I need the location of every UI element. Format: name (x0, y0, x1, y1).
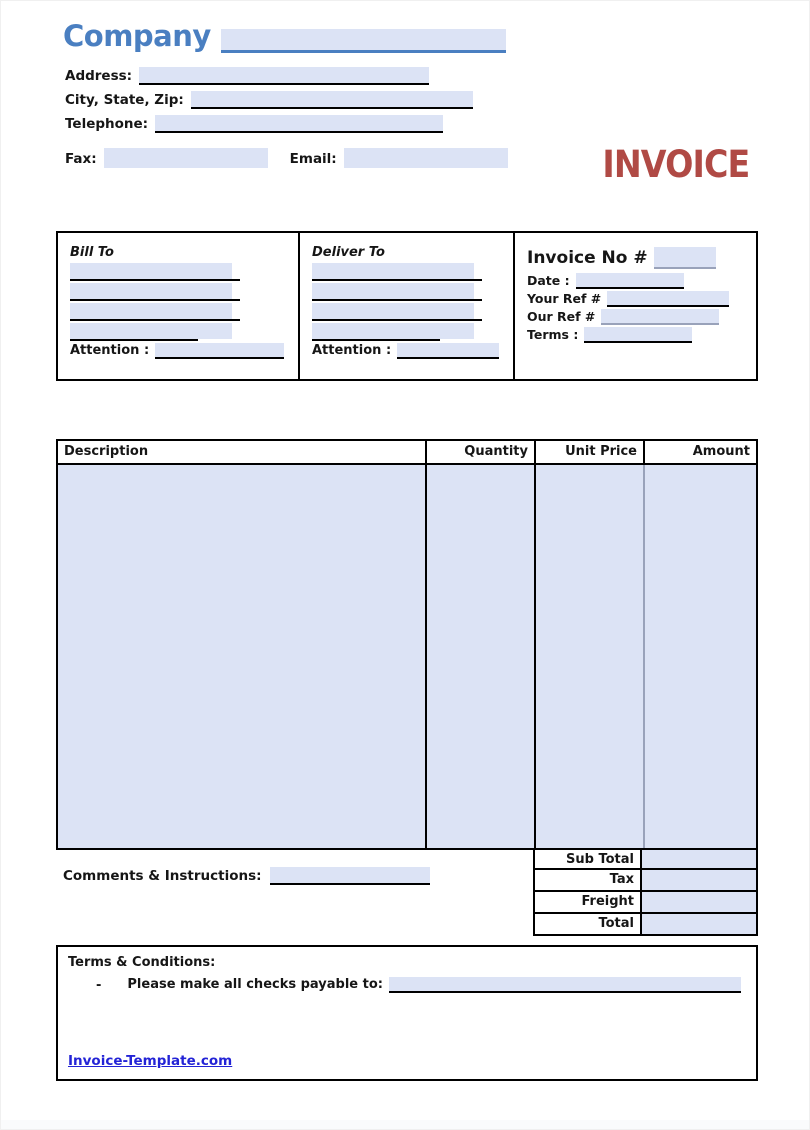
date-label: Date : (527, 273, 570, 289)
deliver-to-attention-label: Attention : (312, 343, 392, 358)
quantity-cell[interactable] (425, 465, 534, 848)
city-state-zip-row (65, 91, 473, 109)
invoice-no-field[interactable] (654, 247, 716, 269)
invoice-meta-section (515, 233, 756, 379)
bill-to-attention-label: Attention : (70, 343, 150, 358)
telephone-row (65, 115, 443, 133)
our-ref-field[interactable] (601, 309, 719, 325)
invoice-template-link[interactable]: Invoice-Template.com (68, 1053, 233, 1069)
bill-to-attention-row (70, 343, 284, 359)
deliver-to-attention-field[interactable] (397, 343, 499, 359)
payable-label: Please make all checks payable to: (127, 977, 383, 992)
address-label: Address: (65, 68, 133, 85)
freight-label: Freight (535, 892, 642, 912)
tax-label: Tax (535, 870, 642, 890)
deliver-to-line-field[interactable] (312, 323, 499, 341)
total-label: Total (535, 914, 642, 934)
deliver-to-line-field[interactable] (312, 263, 499, 281)
city-state-zip-label: City, State, Zip: (65, 92, 184, 109)
total-row (533, 914, 758, 936)
terms-field[interactable] (584, 327, 692, 343)
bill-to-attention-field[interactable] (155, 343, 284, 359)
your-ref-label: Your Ref # (527, 291, 602, 307)
parties-table (56, 231, 758, 381)
deliver-to-line-field[interactable] (312, 303, 499, 321)
fax-field[interactable] (104, 148, 268, 168)
deliver-to-line-field[interactable] (312, 283, 499, 301)
subtotal-row (533, 848, 758, 870)
telephone-label: Telephone: (65, 116, 149, 133)
fax-label: Fax: (65, 151, 97, 168)
terms-conditions-heading: Terms & Conditions: (68, 955, 216, 970)
freight-value-field[interactable] (642, 892, 756, 912)
address-field[interactable] (139, 67, 429, 85)
date-field[interactable] (576, 273, 684, 289)
col-quantity-header: Quantity (425, 441, 534, 463)
deliver-to-section (300, 233, 515, 379)
freight-row (533, 892, 758, 914)
email-label: Email: (289, 151, 337, 168)
terms-conditions-box (56, 945, 758, 1081)
totals-table (533, 848, 758, 936)
your-ref-row (527, 291, 744, 307)
total-value-field[interactable] (642, 914, 756, 934)
invoice-no-label: Invoice No # (527, 247, 648, 268)
items-table (56, 439, 758, 850)
email-field[interactable] (344, 148, 508, 168)
comments-field[interactable] (270, 867, 430, 885)
city-state-zip-field[interactable] (191, 91, 473, 109)
comments-row (63, 867, 430, 885)
bullet-dash: - (96, 978, 102, 994)
items-header-row (58, 441, 756, 465)
unit-price-cell[interactable] (534, 465, 643, 848)
bill-to-line-field[interactable] (70, 303, 284, 321)
subtotal-label: Sub Total (535, 850, 642, 868)
comments-label: Comments & Instructions: (63, 868, 262, 885)
our-ref-row (527, 309, 744, 325)
col-amount-header: Amount (643, 441, 756, 463)
terms-row (527, 327, 744, 343)
invoice-no-row (527, 247, 744, 269)
bill-to-line-field[interactable] (70, 283, 284, 301)
payable-row (96, 977, 746, 993)
page-bottom-edge (1, 1120, 809, 1129)
terms-label: Terms : (527, 327, 579, 343)
company-name-field[interactable] (221, 29, 506, 53)
col-description-header: Description (64, 444, 149, 459)
description-cell[interactable] (58, 465, 425, 848)
deliver-to-attention-row (312, 343, 499, 359)
your-ref-field[interactable] (607, 291, 729, 307)
bill-to-label: Bill To (70, 245, 114, 260)
address-row (65, 67, 429, 85)
subtotal-value-field[interactable] (642, 850, 756, 868)
bill-to-line-field[interactable] (70, 323, 284, 341)
payable-field[interactable] (389, 977, 741, 993)
our-ref-label: Our Ref # (527, 309, 596, 325)
deliver-to-label: Deliver To (312, 245, 385, 260)
fax-email-row (65, 148, 508, 168)
bill-to-line-field[interactable] (70, 263, 284, 281)
amount-cell[interactable] (643, 465, 756, 848)
col-unit-price-header: Unit Price (534, 441, 643, 463)
bill-to-section (58, 233, 300, 379)
company-header (63, 21, 506, 53)
company-title: Company (63, 19, 211, 53)
tax-value-field[interactable] (642, 870, 756, 890)
invoice-document-title: INVOICE (601, 143, 749, 186)
tax-row (533, 870, 758, 892)
telephone-field[interactable] (155, 115, 443, 133)
date-row (527, 273, 744, 289)
items-body-row (58, 465, 756, 848)
